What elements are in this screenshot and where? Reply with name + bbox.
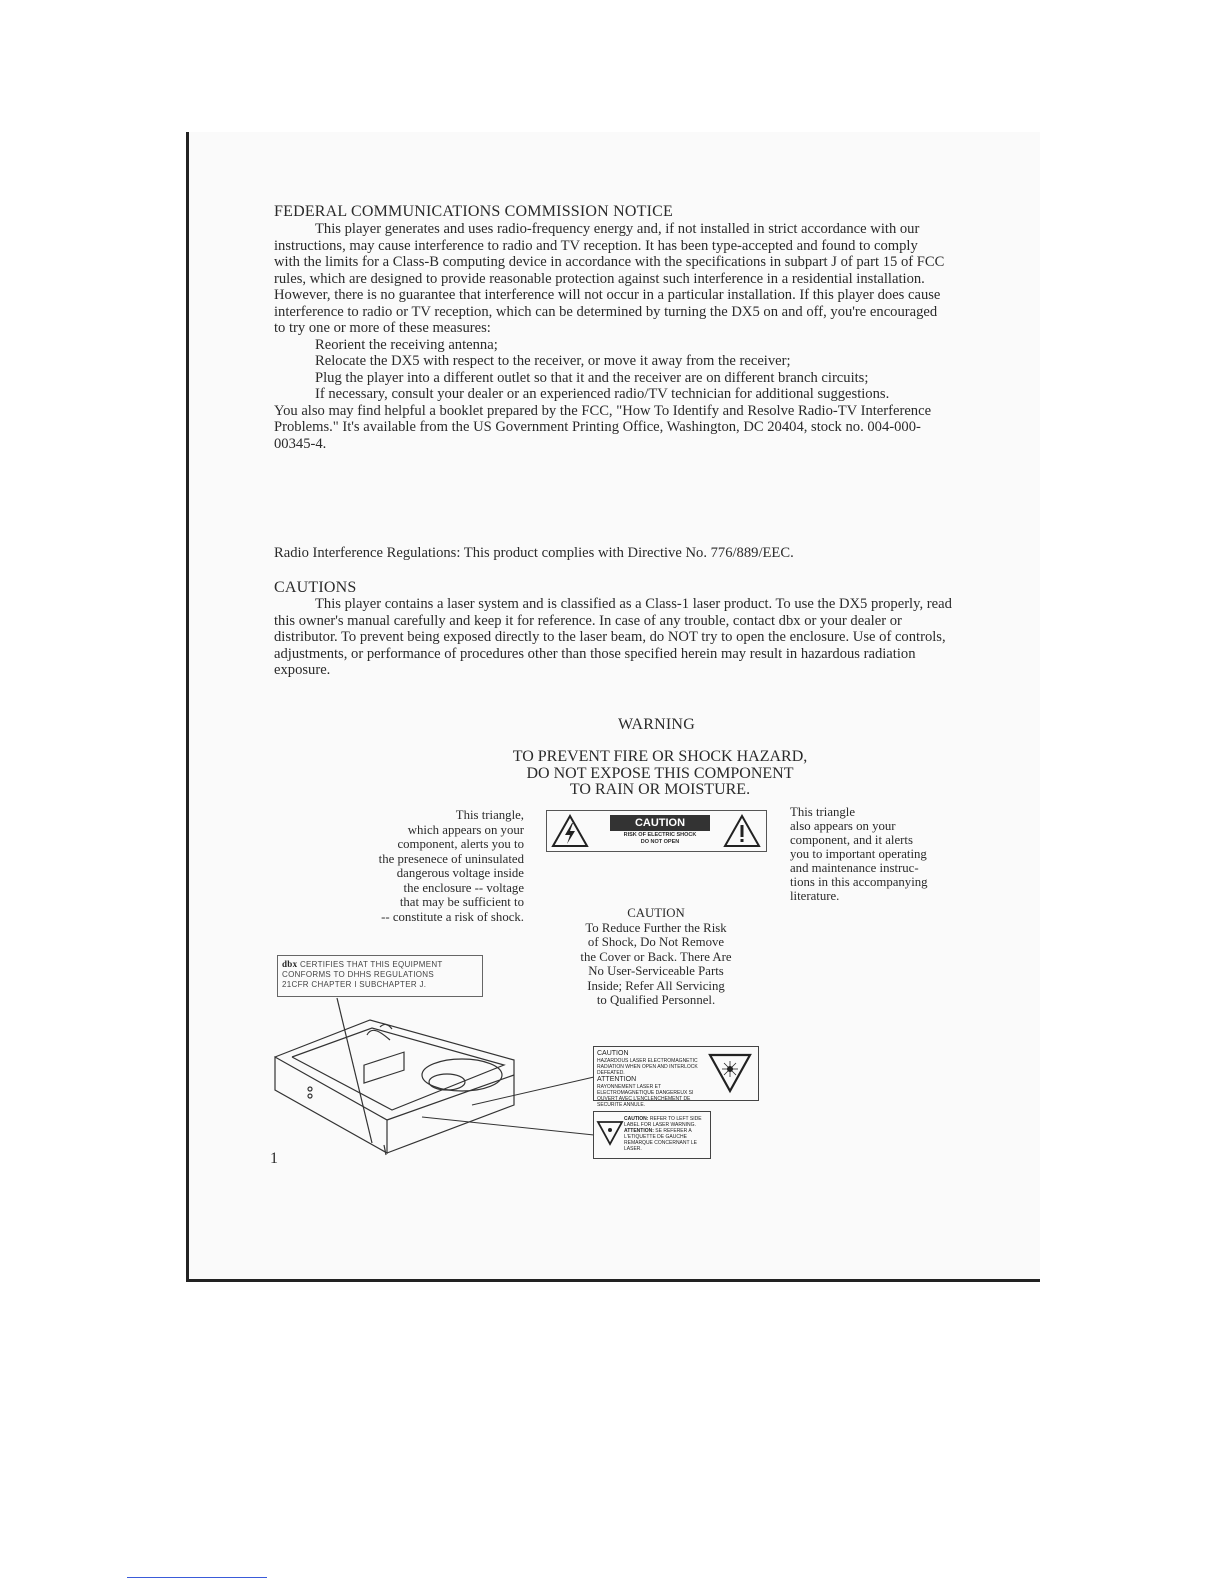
caution-label	[546, 810, 767, 852]
cautions-heading: CAUTIONS	[274, 579, 357, 596]
laser-label-2-attention: ATTENTION:	[624, 1128, 654, 1134]
left-line-1: This triangle,	[455, 808, 524, 822]
dbx-cert-line-2: CONFORMS TO DHHS REGULATIONS	[282, 970, 434, 979]
left-line-3: component, alerts you to	[397, 837, 524, 851]
bottom-link-underline	[127, 1577, 267, 1578]
laser-label-1-caution: CAUTION	[597, 1050, 629, 1057]
warning-line-1: TO PREVENT FIRE OR SHOCK HAZARD,	[512, 748, 808, 765]
warning-line-3: TO RAIN OR MOISTURE.	[569, 781, 751, 798]
caution-text-title: CAUTION	[627, 906, 685, 920]
right-line-5: and maintenance instruc-	[790, 861, 919, 875]
warning-title: WARNING	[618, 716, 695, 733]
left-triangle-text	[318, 808, 524, 924]
radio-regulations: Radio Interference Regulations: This product complies with Directive No. 776/889/EEC.	[274, 545, 794, 561]
cautions-section	[274, 596, 964, 679]
laser-warning-triangle-icon	[707, 1052, 753, 1094]
caution-label-line-2: DO NOT OPEN	[640, 839, 680, 845]
laser-label-1-text	[597, 1050, 701, 1108]
caution-label-title: CAUTION	[610, 815, 710, 831]
laser-label-1	[593, 1046, 759, 1108]
dbx-cert-line-1: CERTIFIES THAT THIS EQUIPMENT	[297, 960, 443, 969]
laser-label-1-caution-text: HAZARDOUS LASER ELECTROMAGNETIC RADIATION WHEN OPEN AND INTERLOCK DEFEATED.	[597, 1058, 698, 1076]
laser-label-2-caution: CAUTION:	[624, 1116, 649, 1122]
fcc-body: This player generates and uses radio-frequency energy and, if not installed in strict accordance with our instructions, may cause interference to radio and TV reception. It has been type-accepted and found to comply with the limits for a Class-B computing device in accordance with the specifications in subpart J of part 15 of FCC rules, which are designed to provide reasonable protection against such interference in a residential installation. However, there is no guarantee that interference will not occur in a particular installation. If this player does cause interference to radio or TV reception, which can be determined by turning the DX5 on and off, you're encouraged to try one or more of these measures:	[274, 221, 945, 336]
fcc-measure-2: Relocate the DX5 with respect to the receiver, or move it away from the receiver;	[315, 353, 791, 369]
left-line-7: that may be sufficient to	[399, 895, 524, 909]
right-line-4: you to important operating	[790, 847, 927, 861]
warning-block	[480, 749, 840, 799]
caution-label-line-1: RISK OF ELECTRIC SHOCK	[623, 832, 697, 838]
fcc-booklet: You also may find helpful a booklet prepared by the FCC, "How To Identify and Resolve Radio-TV Interference Problems." It's available from the US Government Printing Office, Washington, DC 20404, stock no. 004-000-00345-4.	[274, 402, 932, 452]
cd-player-drawing	[272, 995, 612, 1160]
cautions-body: This player contains a laser system and is classified as a Class-1 laser product. To use the DX5 properly, read this owner's manual carefully and keep it for reference. In case of any trouble, contact dbx or your dealer or distributor. To prevent being exposed directly to the laser beam, do NOT try to open the enclosure. Use of controls, adjustments, or performance of procedures other than those specified herein may result in hazardous radiation exposure.	[274, 596, 952, 678]
left-line-4: the presenece of uninsulated	[378, 851, 524, 866]
laser-label-1-attention: ATTENTION	[597, 1076, 637, 1083]
fcc-heading: FEDERAL COMMUNICATIONS COMMISSION NOTICE	[274, 203, 673, 220]
right-line-3: component, and it alerts	[790, 833, 913, 847]
caution-text	[550, 906, 762, 1008]
left-line-2: which appears on your	[407, 822, 524, 837]
caution-text-line-2: of Shock, Do Not Remove	[587, 935, 725, 949]
left-line-5: dangerous voltage inside	[396, 866, 524, 880]
caution-text-line-4: No User-Serviceable Parts	[588, 964, 724, 978]
caution-text-line-1: To Reduce Further the Risk	[585, 920, 727, 935]
exclamation-triangle-icon	[723, 814, 761, 848]
page-number: 1	[270, 1150, 278, 1167]
caution-label-lines	[607, 832, 713, 846]
laser-label-2-caution-text: REFER TO LEFT SIDE LABEL FOR LASER WARNING.	[624, 1116, 702, 1128]
fcc-measure-1: Reorient the receiving antenna;	[315, 336, 498, 353]
right-line-2: also appears on your	[790, 819, 896, 833]
fcc-measure-3: Plug the player into a different outlet so that it and the receiver are on different branch circuits;	[315, 369, 869, 386]
right-line-7: literature.	[790, 889, 840, 903]
dbx-cert-line-3: 21CFR CHAPTER I SUBCHAPTER J.	[282, 980, 427, 989]
caution-text-line-6: to Qualified Personnel.	[596, 993, 716, 1007]
fcc-measure-4: If necessary, consult your dealer or an experienced radio/TV technician for additional suggestions.	[315, 386, 890, 402]
right-line-6: tions in this accompanying	[790, 875, 928, 889]
laser-label-2-text	[624, 1116, 706, 1152]
dbx-brand: dbx	[282, 959, 298, 969]
caution-text-line-5: Inside; Refer All Servicing	[587, 978, 725, 993]
lightning-triangle-icon	[551, 814, 589, 848]
caution-text-line-3: the Cover or Back. There Are	[580, 949, 732, 964]
left-line-6: the enclosure -- voltage	[403, 880, 524, 895]
dbx-certification-label	[277, 955, 483, 997]
laser-label-2-attention-text: SE REFERER A L'ETIQUETTE DE GAUCHE REMARQUE CONCERNANT LE LASER.	[624, 1128, 697, 1152]
right-triangle-text	[790, 805, 980, 903]
laser-label-1-attention-text: RAYONNEMENT LASER ET ELECTROMAGNETIQUE DANGEREUX SI OUVERT AVEC L'ENCLENCHEMENT DE SECURITE ANNULE.	[597, 1084, 694, 1108]
laser-label-2	[593, 1111, 711, 1159]
right-line-1: This triangle	[790, 805, 856, 819]
left-line-8: -- constitute a risk of shock.	[381, 909, 524, 924]
warning-line-2: DO NOT EXPOSE THIS COMPONENT	[526, 764, 794, 782]
laser-warning-small-triangle-icon	[596, 1120, 624, 1146]
fcc-section	[274, 221, 946, 452]
